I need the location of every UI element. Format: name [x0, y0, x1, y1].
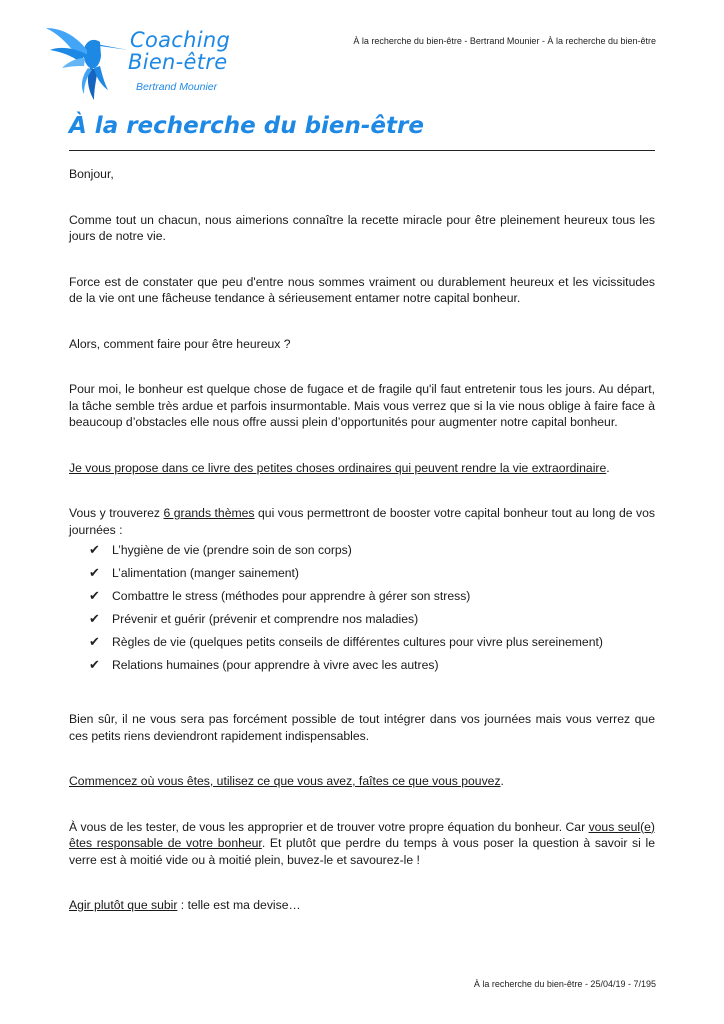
text-fragment: .	[500, 774, 504, 788]
checkmark-icon: ✔	[89, 588, 100, 603]
logo-text-coaching: Coaching	[130, 28, 231, 52]
page-title: À la recherche du bien-être	[69, 113, 424, 139]
checkmark-icon: ✔	[89, 611, 100, 626]
list-item-label: L’alimentation (manger sainement)	[112, 566, 299, 580]
list-item-label: Relations humaines (pour apprendre à vivre avec les autres)	[112, 658, 439, 672]
underlined-text: vous seul(e) êtes responsable de votre bonheur	[69, 819, 655, 850]
paragraph-motto	[69, 897, 655, 914]
underlined-text: 6 grands thèmes	[163, 506, 255, 520]
checkmark-icon: ✔	[89, 542, 100, 557]
underlined-text: Commencez où vous êtes, utilisez ce que vous avez, faîtes ce que vous pouvez	[69, 774, 501, 788]
list-item	[89, 634, 655, 657]
checkmark-icon: ✔	[89, 634, 100, 649]
list-item	[89, 565, 655, 588]
logo-text-bien-etre: Bien-être	[128, 50, 228, 74]
text-fragment: qui vous permettront de booster votre capital bonheur tout au long de vos journées :	[69, 506, 655, 537]
paragraph-greeting: Bonjour,	[69, 167, 114, 181]
text-fragment: : telle est ma devise…	[177, 898, 301, 912]
list-item-label: L’hygiène de vie (prendre soin de son corps)	[112, 543, 352, 557]
paragraph-themes-intro	[69, 505, 655, 538]
brand-logo	[44, 24, 244, 104]
paragraph-happiness: Pour moi, le bonheur est quelque chose de fugace et de fragile qu'il faut entretenir tous les jours. Au départ, la tâche semble très ardue et parfois insurmontable. Mais vous verrez que si la vie nous oblige à faire face à beaucoup d’obstacles elle nous offre aussi plein d’opportunités pour augmenter notre capital bonheur.	[69, 382, 655, 429]
paragraph-quote	[69, 773, 655, 790]
text-fragment: .	[606, 460, 610, 475]
checkmark-icon: ✔	[89, 565, 100, 580]
text-fragment: À vous de les tester, de vous les approprier et de trouver votre propre équation du bonheur. Car	[69, 819, 589, 834]
checkmark-icon: ✔	[89, 657, 100, 672]
running-header: À la recherche du bien-être - Bertrand Mounier - À la recherche du bien-être	[353, 36, 656, 46]
hummingbird-icon	[44, 24, 130, 104]
text-fragment: Vous y trouverez	[69, 506, 164, 520]
underlined-text: Agir plutôt que subir	[69, 898, 178, 912]
underlined-text: Je vous propose dans ce livre des petites choses ordinaires qui peuvent rendre la vie extraordinaire	[69, 460, 607, 475]
title-divider	[69, 150, 655, 151]
paragraph-observation: Force est de constater que peu d'entre nous sommes vraiment ou durablement heureux et les vicissitudes de la vie ont une fâcheuse tendance à sérieusement entamer notre capital bonheur.	[69, 274, 655, 305]
paragraph-intro: Comme tout un chacun, nous aimerions connaître la recette miracle pour être pleinement heureux tous les jours de notre vie.	[69, 212, 655, 243]
paragraph-responsibility	[69, 819, 655, 869]
list-item	[89, 657, 655, 680]
paragraph-proposal	[69, 460, 655, 477]
list-item-label: Combattre le stress (méthodes pour apprendre à gérer son stress)	[112, 589, 471, 603]
paragraph-question: Alors, comment faire pour être heureux ?	[69, 336, 291, 351]
text-fragment: . Et plutôt que perdre du temps à vous poser la question à savoir si le verre est à moitié vide ou à moitié plein, buvez-le et savourez-le !	[69, 836, 655, 867]
list-item	[89, 588, 655, 611]
list-item-label: Prévenir et guérir (prévenir et comprendre nos maladies)	[112, 612, 419, 626]
paragraph-integration: Bien sûr, il ne vous sera pas forcément possible de tout intégrer dans vos journées mais vous verrez que ces petits riens deviendront rapidement indispensables.	[69, 712, 655, 743]
themes-list	[69, 542, 655, 680]
list-item-label: Règles de vie (quelques petits conseils de différentes cultures pour vivre plus sereinement)	[112, 635, 603, 649]
list-item	[89, 542, 655, 565]
logo-author: Bertrand Mounier	[136, 81, 218, 93]
list-item	[89, 611, 655, 634]
page-footer: À la recherche du bien-être - 25/04/19 - 7/195	[473, 979, 656, 989]
document-body	[69, 166, 655, 943]
